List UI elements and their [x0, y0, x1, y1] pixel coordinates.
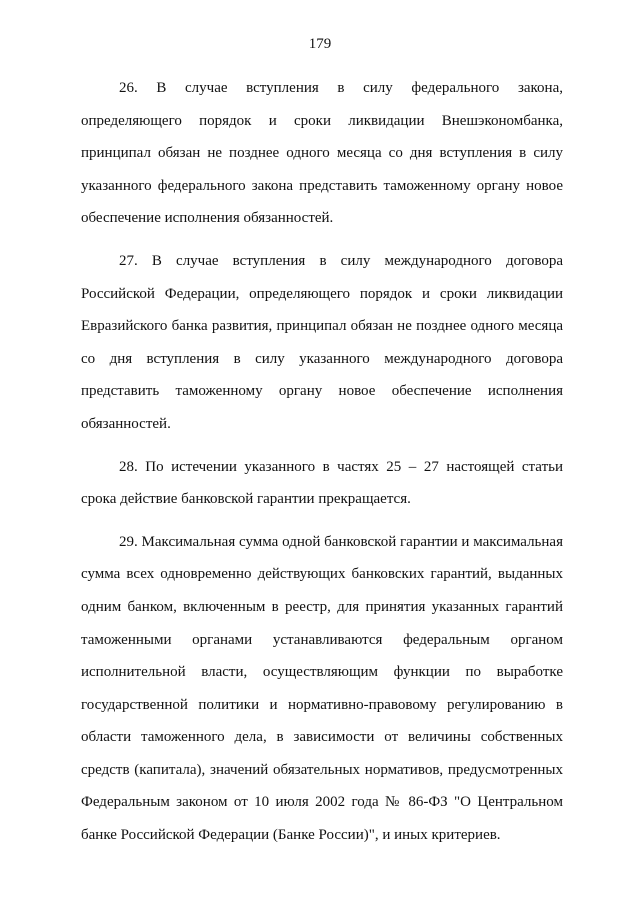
paragraph-26: 26. В случае вступления в силу федерального закона, определяющего порядок и сроки ликвидации Внешэкономбанка, принципал обязан не позднее одного месяца со дня вступления в силу указанного федерального закона представить таможенному органу новое обеспечение исполнения обязанностей.: [81, 80, 563, 227]
paragraph-28: 28. По истечении указанного в частях 25 – 27 настоящей статьи срока действие банковской гарантии прекращается.: [81, 458, 563, 508]
paragraph-27: 27. В случае вступления в силу международного договора Российской Федерации, определяющего порядок и сроки ликвидации Евразийского банка развития, принципал обязан не позднее одного месяца со дня вступления в силу указанного международного договора представить таможенному органу новое обеспечение исполнения обязанностей.: [81, 252, 563, 432]
document-body: [81, 72, 563, 862]
page-number: 179: [308, 36, 332, 52]
paragraph-29: 29. Максимальная сумма одной банковской гарантии и максимальная сумма всех одновременно действующих банковских гарантий, выданных одним банком, включенным в реестр, для принятия указанных гарантий таможенными органами устанавливаются федеральным органом исполнительной власти, осуществляющим функции по выработке государственной политики и нормативно-правовому регулированию в области таможенного дела, в зависимости от величины собственных средств (капитала), значений обязательных нормативов, предусмотренных Федеральным законом от 10 июля 2002 года № 86-ФЗ "О Центральном банке Российской Федерации (Банке России)", и иных критериев.: [81, 533, 563, 844]
